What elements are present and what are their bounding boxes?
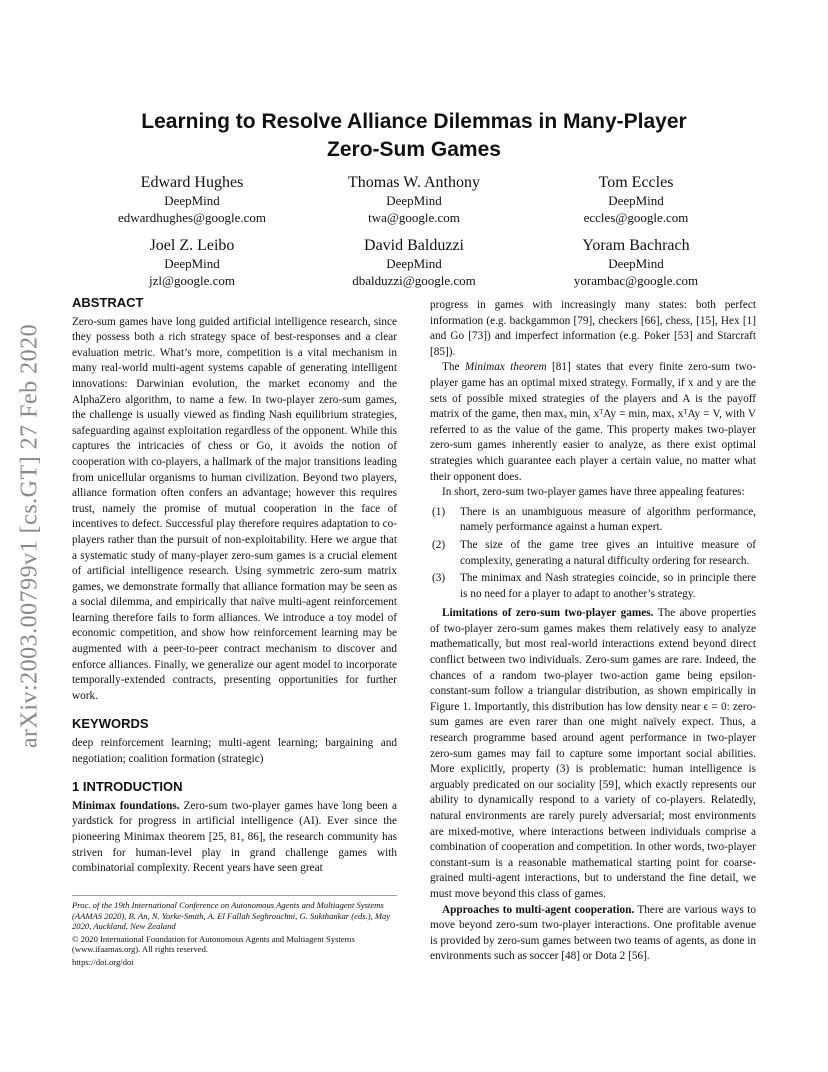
- author-name: Yoram Bachrach: [582, 237, 690, 254]
- author-affiliation: DeepMind: [164, 193, 220, 208]
- title-line-2: Zero-Sum Games: [327, 138, 501, 161]
- arxiv-identifier: arXiv:2003.00799v1 [cs.GT] 27 Feb 2020: [16, 323, 43, 749]
- author-email: dbalduzzi@google.com: [352, 272, 476, 288]
- list-number: (2): [432, 538, 446, 551]
- author-block: [304, 173, 524, 226]
- intro-paragraph: [72, 799, 397, 877]
- author-email: jzl@google.com: [149, 272, 235, 288]
- list-text: The minimax and Nash strategies coincide, so in principle there is no need for a player to adapt to another’s strategy.: [460, 572, 756, 600]
- author-block: [526, 236, 746, 289]
- left-column: [72, 295, 397, 877]
- paragraph-lead: Minimax foundations.: [72, 799, 180, 812]
- author-email: edwardhughes@google.com: [117, 209, 267, 225]
- doi-link[interactable]: https://doi.org/doi: [72, 956, 134, 967]
- author-name: Tom Eccles: [598, 174, 674, 191]
- paragraph-text: The above properties of two-player zero-sum games makes them relatively easy to analyze mathematically, but most real-world interactions extend beyond direct conflict between two individuals. Zero-sum games are rare. Indeed, the chances of a random two-player two-action game being epsilon-constant-sum follow a triangular distribution, as shown empirically in Figure 1. Importantly, this distribution has low density near ϵ = 0: zero-sum games are even rarer than one might naïvely expect. Thus, a research programme based around agent performance in two-player zero-sum games may fail to capture some important social abilities. More explicitly, property (3) is problematic: human intelligence is arguably predicated on our sociality [59], which exactly represents our ability to dynamically respond to a variety of co-players. Relatedly, natural environments are rarely purely adversarial; most environments are mixed-motive, where interactions between individuals comprise a combination of cooperation and competition. In other words, two-player constant-sum is a reasonable mathematical starting point for coarse-grained multi-agent interactions, but to understand the fine detail, we must move beyond this class of games.: [430, 607, 756, 900]
- right-column: [430, 298, 756, 965]
- author-affiliation: DeepMind: [386, 256, 442, 271]
- author-name: Thomas W. Anthony: [347, 174, 480, 191]
- list-text: There is an unambiguous measure of algorithm performance, namely performance against a human expert.: [460, 505, 756, 534]
- author-affiliation: DeepMind: [608, 256, 664, 271]
- conference-note: Proc. of the 19th International Conference on Autonomous Agents and Multiagent Systems (AAMAS 2020), B. An, N. Yorke-Smith, A. El Fallah Seghrouchni, G. Sukthankar (eds.), May 2020, Auckland, New Zealand: [72, 900, 391, 932]
- paragraph-text: Zero-sum two-player games have long been a yardstick for progress in artificial intelligence (AI). Ever since the pioneering Minimax theorem [25, 81, 86], the research community has striven for human-level play in grand challenge games with combinatorial complexity. Recent years have seen great: [72, 799, 397, 875]
- abstract-heading: ABSTRACT: [72, 295, 144, 310]
- list-text: The size of the game tree gives an intuitive measure of complexity, generating a natural difficulty ordering for research.: [460, 538, 756, 567]
- section-heading-introduction: 1 INTRODUCTION: [72, 779, 183, 795]
- author-block: [304, 236, 524, 289]
- author-block: [82, 236, 302, 289]
- keywords-text: deep reinforcement learning; multi-agent learning; bargaining and negotiation; coalition formation (strategic): [72, 737, 397, 765]
- author-block: [526, 173, 746, 226]
- paragraph-lead: Approaches to multi-agent cooperation.: [442, 903, 635, 916]
- list-number: (1): [432, 505, 446, 518]
- list-item: [432, 505, 756, 536]
- list-item: [432, 538, 756, 569]
- author-email: twa@google.com: [368, 209, 460, 225]
- author-name: Joel Z. Leibo: [149, 237, 235, 254]
- list-item: [432, 571, 756, 602]
- author-affiliation: DeepMind: [386, 193, 442, 208]
- paragraph-text: [81] states that every finite zero-sum two-player game has an optimal mixed strategy. Formally, if x and y are the sets of possible mixed strategies of the players and A is the payoff matrix of the game, then maxₓ minᵧ xᵀAy = minᵧ maxₓ xᵀAy = V, with V referred to as the value of the game. This property makes two-player zero-sum games inherently easier to analyze, as there exist optimal strategies which guarantee each player a certain value, no matter what their opponent does.: [430, 361, 757, 483]
- footnote: [72, 895, 397, 970]
- paragraph-limitations: [430, 606, 756, 902]
- arxiv-sidebar: [8, 286, 52, 786]
- paragraph-minimax: [430, 360, 756, 485]
- paragraph-lead: Limitations of zero-sum two-player games.: [442, 607, 654, 620]
- author-name: David Balduzzi: [364, 237, 464, 254]
- list-number: (3): [432, 572, 446, 585]
- author-block: [82, 173, 302, 226]
- paragraph: In short, zero-sum two-player games have three appealing features:: [442, 486, 745, 499]
- author-affiliation: DeepMind: [608, 193, 664, 208]
- italic-term: Minimax theorem: [464, 361, 547, 374]
- paper-title: [80, 108, 748, 164]
- author-email: eccles@google.com: [583, 209, 689, 225]
- abstract-text: Zero-sum games have long guided artificial intelligence research, since they possess both a rich strategy space of best-responses and a clear evaluation metric. What’s more, competition is a vital mechanism in many real-world multi-agent systems capable of generating intelligent innovations: Darwinian evolution, the market economy and the AlphaZero algorithm, to name a few. In two-player zero-sum games, the challenge is usually viewed as finding Nash equilibrium strategies, safeguarding against exploitation regardless of the opponent. While this captures the intricacies of chess or Go, it avoids the notion of cooperation with co-players, a hallmark of the major transitions leading from unicellular organisms to human civilization. Beyond two players, alliance formation often confers an advantage; however this requires trust, namely the promise of mutual cooperation in the face of incentives to defect. Successful play therefore requires adaptation to co-players rather than the pursuit of non-exploitability. Here we argue that a systematic study of many-player zero-sum games is a crucial element of artificial intelligence research. Using symmetric zero-sum matrix games, we demonstrate formally that alliance formation may be seen as a social dilemma, and empirically that naïve multi-agent reinforcement learning therefore fails to form alliances. We introduce a toy model of economic competition, and show how reinforcement learning may be augmented with a peer-to-peer contract mechanism to discover and enforce alliances. Finally, we generalize our agent model to incorporate temporally-extended contracts, presenting opportunities for further work.: [72, 315, 397, 702]
- keywords-heading: KEYWORDS: [72, 716, 149, 732]
- paragraph: progress in games with increasingly many states: both perfect information (e.g. backgammon [79], checkers [66], chess, [15], Hex [1] and Go [73]) and imperfect information (e.g. Poker [53] and Starcraft [85]).: [430, 299, 756, 358]
- title-line-1: Learning to Resolve Alliance Dilemmas in Many-Player: [141, 110, 687, 133]
- paragraph-approaches: [430, 903, 756, 965]
- author-name: Edward Hughes: [140, 174, 244, 191]
- paragraph-text: The: [442, 361, 465, 374]
- features-list: [430, 505, 756, 603]
- paragraph-text: There are various ways to move beyond zero-sum two-player interactions. One profitable avenue is provided by zero-sum games between two teams of agents, as done in environments such as soccer [48] or Dota 2 [56].: [430, 903, 757, 963]
- author-email: yorambac@google.com: [573, 272, 699, 288]
- copyright-note: © 2020 International Foundation for Autonomous Agents and Multiagent Systems (www.ifaamas.org). All rights reserved.: [72, 933, 355, 955]
- author-affiliation: DeepMind: [164, 256, 220, 271]
